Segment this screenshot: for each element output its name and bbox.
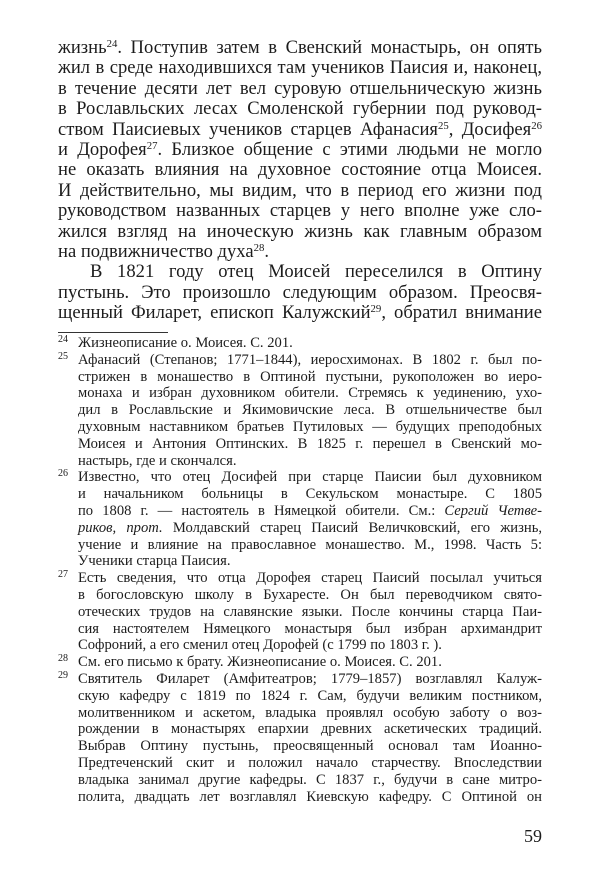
footnote-28 <box>58 654 542 671</box>
text-run: , Досифея <box>448 118 532 140</box>
text-run: Жизнеописание о. Моисея. С. 201. <box>78 335 293 351</box>
footnote-line <box>78 587 542 604</box>
text-line <box>58 181 542 201</box>
footnotes <box>58 335 542 805</box>
text-run: дил в Рославльские и Якимовичские леса. В отшельничестве был <box>78 402 542 419</box>
footnote-25 <box>58 352 542 470</box>
footnote-line <box>78 335 542 352</box>
text-run: Афанасий (Степанов; 1771–1844), иеросхимонах. В 1802 г. был по- <box>78 351 542 368</box>
footnote-line <box>78 503 542 520</box>
footnote-line <box>78 604 542 621</box>
text-run: по 1808 г. — настоятель в Нямецкой обители. См.: <box>78 502 445 519</box>
text-run: пустынь. Это произошло следующим образом. Преосвя- <box>58 281 542 303</box>
text-run: Ученики старца Паисия. <box>78 553 231 570</box>
text-run: Выбрав Оптину пустынь, преосвященный основал там Иоанно- <box>78 738 542 755</box>
text-line <box>58 222 542 242</box>
text-run: . <box>264 240 270 262</box>
footnote-24 <box>58 335 542 352</box>
footnote-number: 25 <box>58 350 68 362</box>
main-text <box>58 38 542 323</box>
footnote-line <box>78 352 542 369</box>
text-run: И действительно, мы видим, что в период его жизни под <box>58 179 542 201</box>
text-line <box>58 262 542 282</box>
footnote-separator <box>58 332 168 333</box>
footnote-line <box>78 570 542 587</box>
italic-text: риков, прот. <box>78 519 163 536</box>
footnote-line <box>78 671 542 688</box>
text-run: Есть сведения, что отца Дорофея старец Паисий посылал учиться <box>78 570 542 587</box>
text-run: настырь, где и скончался. <box>78 452 237 469</box>
footnote-ref: 29 <box>370 303 382 316</box>
italic-text: Сергий Четве- <box>444 502 542 519</box>
text-run: Святитель Филарет (Амфитеатров; 1779–1857) возглавлял Калуж- <box>78 670 542 687</box>
text-run: отеческих трудов на славянские языки. После кончины старца Паи- <box>78 603 542 620</box>
text-line <box>58 283 542 303</box>
text-run: Предтеченский скит и положил начало старчеству. Впоследствии <box>78 754 542 771</box>
footnote-line <box>78 402 542 419</box>
footnote-line <box>78 738 542 755</box>
footnote-line <box>78 486 542 503</box>
text-run: Софроний, а его сменил отец Дорофей (с 1799 по 1803 г. ). <box>78 637 442 654</box>
text-run: , обратил внимание <box>381 302 542 324</box>
footnote-number: 28 <box>58 653 68 665</box>
text-run: скую кафедру с 1819 по 1824 г. Сам, будучи великим постником, <box>78 687 542 704</box>
text-run: Молдавский старец Паисий Величковский, его жизнь, <box>162 519 542 536</box>
text-line <box>58 160 542 180</box>
footnote-line <box>78 537 542 554</box>
footnote-number: 27 <box>58 569 68 581</box>
text-run: молитвенником и аскетом, владыка проявлял особую заботу о воз- <box>78 704 542 721</box>
text-line <box>58 120 542 140</box>
footnote-ref: 28 <box>253 241 265 254</box>
text-run: . Поступив затем в Свенский монастырь, он опять <box>117 37 542 58</box>
text-run: и начальником больницы в Секульском монастыре. С 1805 <box>78 486 542 503</box>
footnote-ref: 26 <box>531 119 542 132</box>
footnote-line <box>78 436 542 453</box>
text-line <box>58 242 542 262</box>
text-run: и Дорофея <box>58 138 147 160</box>
text-run: В 1821 году отец Моисей переселился в Оптину <box>90 261 542 283</box>
footnote-line <box>78 654 542 671</box>
text-run: руководством названных старцев у него вполне уже сло- <box>58 200 542 222</box>
text-line <box>58 79 542 99</box>
text-run: ством Паисиевых учеников старцев Афанасия <box>58 118 438 140</box>
footnote-number: 29 <box>58 669 68 681</box>
footnote-ref: 24 <box>106 38 118 51</box>
text-line <box>58 99 542 119</box>
footnote-26 <box>58 469 542 570</box>
text-run: жил в среде находившихся там учеников Паисия и, наконец, <box>58 57 542 79</box>
text-run: щенный Филарет, епископ Калужский <box>58 302 371 324</box>
text-run: рождении в монастырях епархии древних аскетических традиций. <box>78 721 542 738</box>
text-run: духовным наставником братьев Путиловых — будущих преподобных <box>78 418 542 435</box>
text-line <box>58 201 542 221</box>
footnote-line <box>78 553 542 570</box>
text-run: жизнь <box>58 37 107 58</box>
footnote-number: 24 <box>58 334 68 345</box>
text-line <box>58 140 542 160</box>
footnote-line <box>78 688 542 705</box>
text-run: в Рославльских лесах Смоленской губернии под руковод- <box>58 98 542 120</box>
footnote-29 <box>58 671 542 805</box>
text-run: монаха и избран духовником обители. Стремясь к уединению, ухо- <box>78 385 542 402</box>
footnote-line <box>78 419 542 436</box>
text-run: Известно, что отец Досифей при старце Паисии был духовником <box>78 469 542 486</box>
text-run: Моисея и Антония Оптинских. В 1825 г. перешел в Свенский мо- <box>78 435 542 452</box>
page-number: 59 <box>524 826 542 846</box>
text-line <box>58 303 542 323</box>
text-line <box>58 58 542 78</box>
footnote-line <box>78 520 542 537</box>
text-run: стрижен в монашество в Оптиной пустыни, рукоположен во иеро- <box>78 368 542 385</box>
footnote-ref: 27 <box>146 140 158 153</box>
text-run: жился взгляд на иноческую жизнь как главным образом <box>58 220 542 242</box>
footnote-line <box>78 637 542 654</box>
text-run: не оказать влияния на духовное состояние отца Моисея. <box>58 159 542 181</box>
text-line <box>58 38 542 58</box>
footnote-27 <box>58 570 542 654</box>
footnote-line <box>78 369 542 386</box>
footnote-line <box>78 705 542 722</box>
footnote-line <box>78 755 542 772</box>
footnote-ref: 25 <box>437 119 449 132</box>
text-run: на подвижничество духа <box>58 240 254 262</box>
footnote-number: 26 <box>58 468 68 480</box>
footnote-line <box>78 385 542 402</box>
text-run: сия настоятелем Нямецкого монастыря был избран архимандрит <box>78 620 542 637</box>
footnote-line <box>78 772 542 789</box>
footnote-line <box>78 453 542 470</box>
footnote-line <box>78 621 542 638</box>
footnote-line <box>78 721 542 738</box>
text-run: полита, двадцать лет возглавлял Киевскую кафедру. С Оптиной он <box>78 788 542 805</box>
text-run: в течение десяти лет вел суровую отшельническую жизнь <box>58 77 542 99</box>
text-run: учение и влияние на православное монашество. М., 1998. Часть 5: <box>78 536 542 553</box>
footnote-line <box>78 469 542 486</box>
text-run: . Близкое общение с этими людьми не могло <box>157 138 542 160</box>
text-run: владыка занимал другие кафедры. С 1837 г., будучи в сане митро- <box>78 771 542 788</box>
footnote-line <box>78 789 542 806</box>
text-run: в богословскую школу в Бухаресте. Он был переводчиком свято- <box>78 586 542 603</box>
text-run: См. его письмо к брату. Жизнеописание о. Моисея. С. 201. <box>78 654 442 671</box>
